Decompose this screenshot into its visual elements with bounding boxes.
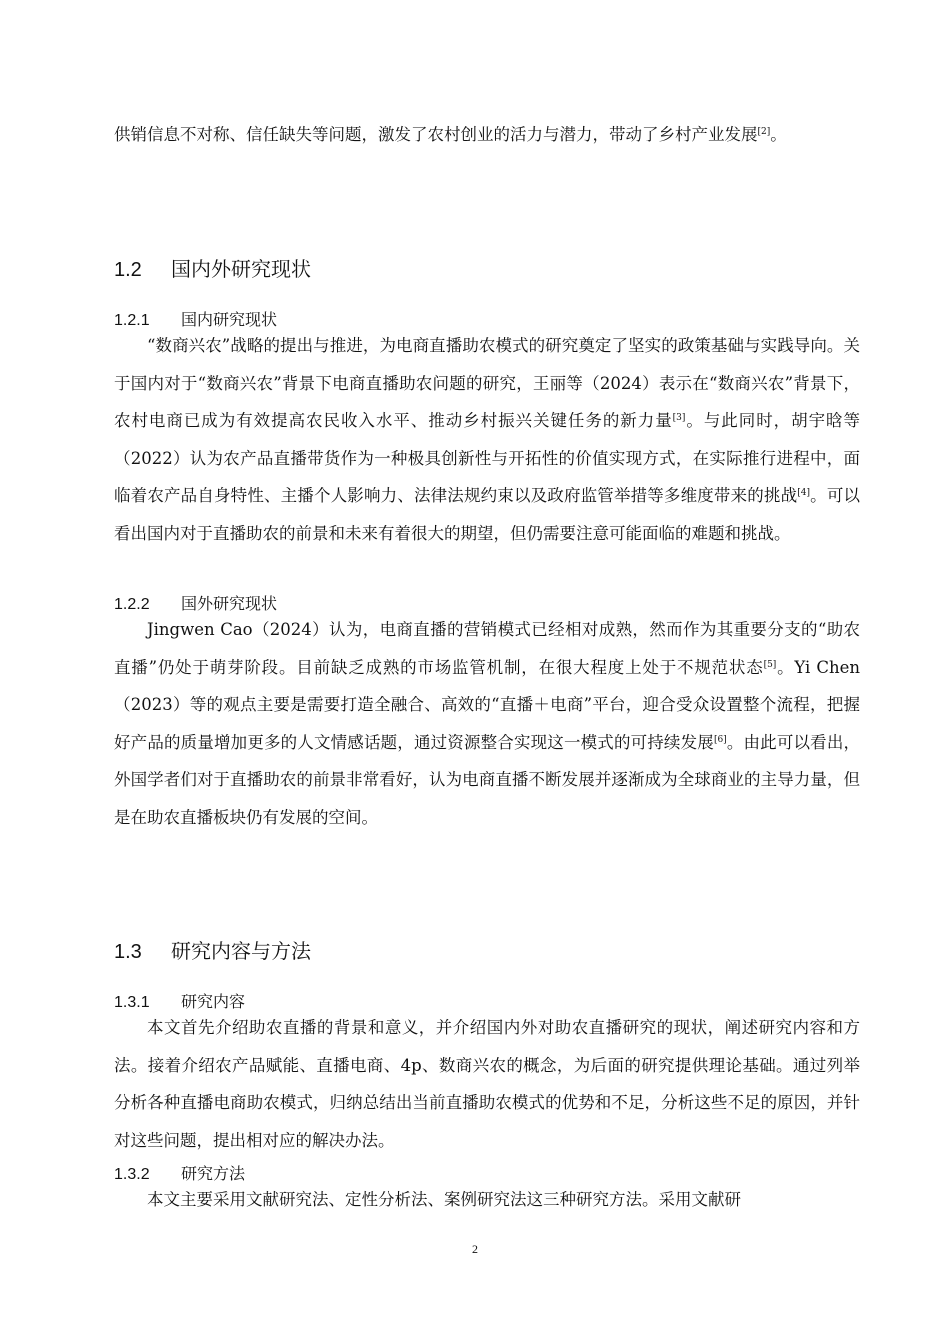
subsection-title: 国内研究现状 — [181, 312, 278, 329]
citation-6: [6] — [713, 734, 727, 745]
paragraph-text: “数商兴农”战略的提出与推进，为电商直播助农模式的研究奠定了坚实的政策基础与实践导向。关于国内对于“数商兴农”背景下电商直播助农问题的研究，王丽等（2024）表示在“数商兴农”背景下，农村电商已成为有效提高农民收入水平、推动乡村振兴关键任务的新力量 — [114, 336, 860, 430]
section-title: 研究内容与方法 — [171, 941, 311, 963]
subsection-title: 国外研究现状 — [181, 596, 278, 613]
paragraph-text: 。Yi Chen（2023）等的观点主要是需要打造全融合、高效的“直播＋电商”平台，迎合受众设置整个流程，把握好产品的质量增加更多的人文情感话题，通过资源整合实现这一模式的可持续发展 — [114, 657, 860, 752]
section-heading-1-2 — [114, 256, 311, 284]
subsection-number: 1.2.1 — [114, 312, 150, 329]
intro-text: 供销信息不对称、信任缺失等问题，激发了农村创业的活力与潜力，带动了乡村产业发展 — [114, 125, 758, 144]
paragraph-text: 本文主要采用文献研究法、定性分析法、案例研究法这三种研究方法。采用文献研 — [147, 1190, 741, 1209]
citation-5: [5] — [763, 659, 777, 670]
citation-3: [3] — [672, 413, 686, 423]
subsection-number: 1.3.1 — [114, 994, 150, 1011]
citation-2: [2] — [757, 127, 771, 137]
subsection-number: 1.2.2 — [114, 596, 150, 613]
research-method-paragraph — [114, 1181, 860, 1219]
intro-end: 。 — [770, 125, 787, 144]
intro-paragraph — [114, 116, 860, 154]
research-content-paragraph — [114, 1009, 860, 1159]
citation-4: [4] — [797, 488, 811, 498]
paragraph-text: Jingwen Cao（2024）认为，电商直播的营销模式已经相对成熟，然而作为其重要分支的“助农直播”仍处于萌芽阶段。目前缺乏成熟的市场监管机制，在很大程度上处于不规范状态 — [114, 620, 860, 677]
subsection-title: 研究内容 — [181, 994, 246, 1011]
section-number: 1.2 — [114, 259, 142, 281]
section-heading-1-3 — [114, 938, 311, 966]
paragraph-text: 。与此同时，胡宇晗等（2022）认为农产品直播带货作为一种极具创新性与开拓性的价值实现方式，在实际推行进程中，面临着农产品自身特性、主播个人影响力、法律法规约束以及政府监管举措等多维度带来的挑战 — [114, 411, 861, 505]
domestic-research-paragraph — [114, 327, 860, 552]
subsection-number: 1.3.2 — [114, 1166, 150, 1183]
paragraph-text: 本文首先介绍助农直播的背景和意义，并介绍国内外对助农直播研究的现状，阐述研究内容和方法。接着介绍农产品赋能、直播电商、4p、数商兴农的概念，为后面的研究提供理论基础。通过列举分析各种直播电商助农模式，归纳总结出当前直播助农模式的优势和不足，分析这些不足的原因，并针对这些问题，提出相对应的解决办法。 — [114, 1018, 860, 1150]
paragraph-text: 。由此可以看出，外国学者们对于直播助农的前景非常看好，认为电商直播不断发展并逐渐成为全球商业的主导力量，但是在助农直播板块仍有发展的空间。 — [114, 732, 861, 827]
section-title: 国内外研究现状 — [171, 259, 311, 281]
section-number: 1.3 — [114, 941, 142, 963]
page-number: 2 — [472, 1242, 478, 1256]
foreign-research-paragraph — [114, 611, 860, 836]
subsection-title: 研究方法 — [181, 1166, 246, 1183]
paragraph-text: 。可以看出国内对于直播助农的前景和未来有着很大的期望，但仍需要注意可能面临的难题和挑战。 — [114, 486, 861, 543]
